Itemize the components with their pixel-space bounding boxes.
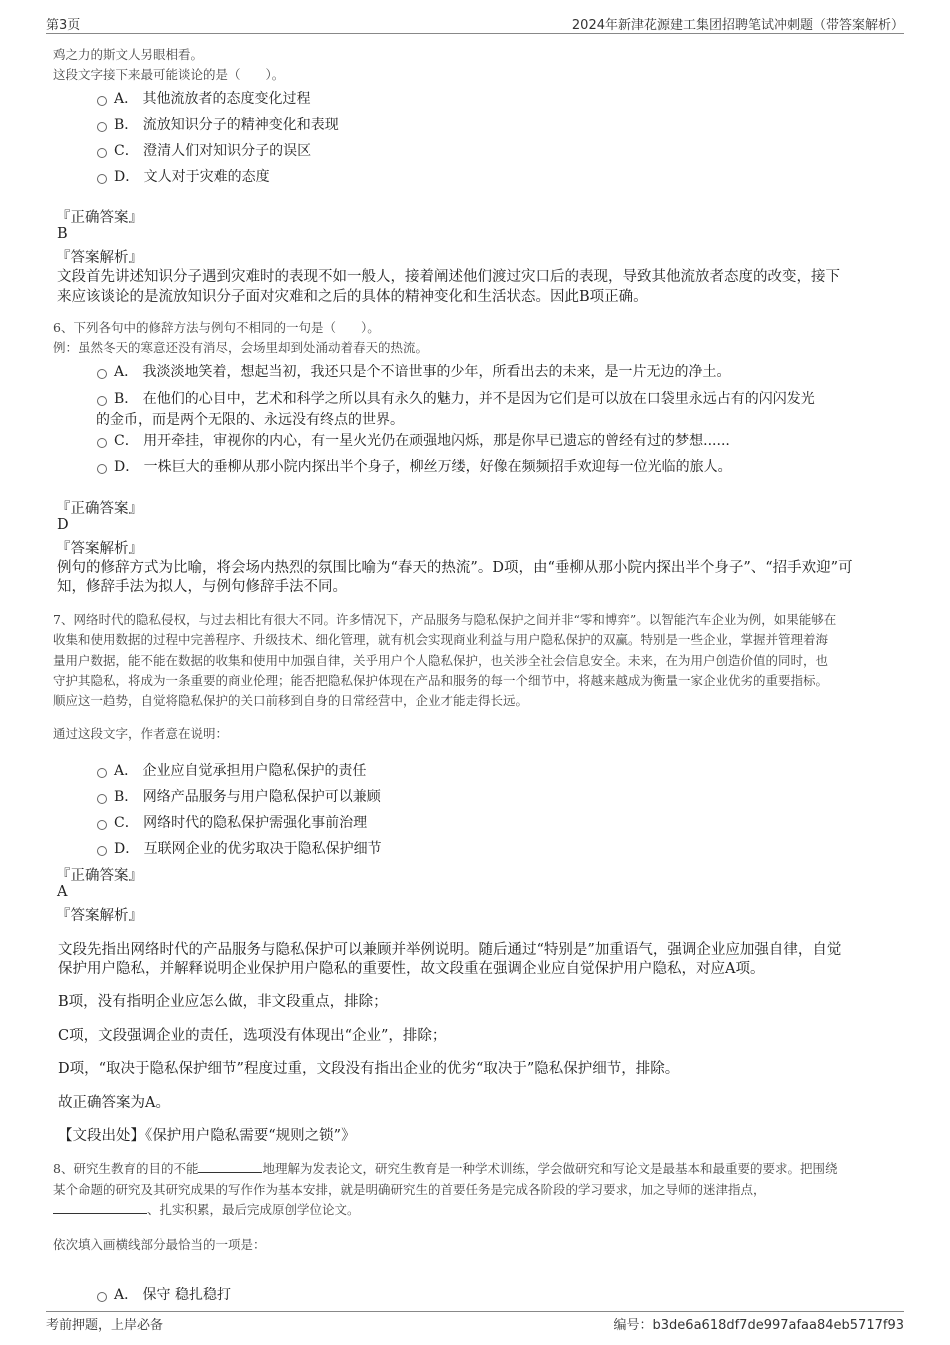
q6-analysis-line: 知，修辞手法为拟人，与例句修辞手法不同。: [57, 579, 347, 595]
q5-answer: B: [57, 226, 68, 242]
q8-passage-line: [53, 1159, 837, 1177]
q7-analysis-label: 『答案解析』: [56, 908, 143, 924]
q7-option-c-radio[interactable]: [97, 820, 107, 830]
q5-text-line: 鸡之力的斯文人另眼相看。: [53, 47, 204, 62]
q7-conclusion: 故正确答案为A。: [58, 1095, 170, 1111]
q7-option-d-radio[interactable]: [97, 846, 107, 856]
q6-analysis-line: 例句的修辞方式为比喻，将会场内热烈的氛围比喻为“春天的热流”。D项，由“垂柳从那小院内探出半个身子”、“招手欢迎”可: [57, 560, 853, 576]
q5-option-a[interactable]: A． 其他流放者的态度变化过程: [114, 91, 311, 107]
q6-analysis-label: 『答案解析』: [56, 541, 143, 557]
q5-analysis-line: 文段首先讲述知识分子遇到灾难时的表现不如一般人，接着阐述他们渡过灾口后的表现，导致其他流放者态度的改变，接下: [57, 269, 840, 285]
page-number: 第3页: [46, 18, 81, 33]
q5-option-a-radio[interactable]: [97, 96, 107, 106]
q7-option-b[interactable]: B． 网络产品服务与用户隐私保护可以兼顾: [114, 789, 381, 805]
q8-blank-1: [198, 1160, 262, 1173]
q5-analysis-line: 来应该谈论的是流放知识分子面对灾难和之后的具体的精神变化和生活状态。因此B项正确。: [57, 289, 648, 305]
q6-option-a-radio[interactable]: [97, 369, 107, 379]
document-id: 编号：b3de6a618df7de997afaa84eb5717f93: [613, 1318, 904, 1333]
q7-option-a[interactable]: A． 企业应自觉承担用户隐私保护的责任: [114, 763, 367, 779]
q7-answer: A: [57, 884, 68, 900]
q7-passage-line: 7、网络时代的隐私侵权，与过去相比有很大不同。许多情况下，产品服务与隐私保护之间并非“零和博弈”。以智能汽车企业为例，如果能够在: [53, 612, 837, 627]
q6-option-a[interactable]: A． 我淡淡地笑着，想起当初，我还只是个不谙世事的少年，所看出去的未来，是一片无边的净土。: [114, 364, 731, 380]
q6-option-b-radio[interactable]: [97, 396, 107, 406]
q6-option-c-radio[interactable]: [97, 438, 107, 448]
q7-passage-line: 收集和使用数据的过程中完善程序、升级技术、细化管理，就有机会实现商业利益与用户隐私保护的双赢。特别是一些企业，掌握并管理着海: [53, 632, 829, 647]
q8-passage-text: 8、研究生教育的目的不能: [53, 1161, 199, 1176]
q6-option-d-radio[interactable]: [97, 464, 107, 474]
footer-rule: [46, 1311, 904, 1312]
q7-option-c[interactable]: C． 网络时代的隐私保护需强化事前治理: [114, 815, 368, 831]
q7-analysis-line: 文段先指出网络时代的产品服务与隐私保护可以兼顾并举例说明。随后通过“特别是”加重语气，强调企业应加强自律，自觉: [58, 942, 842, 958]
document-title: 2024年新津花源建工集团招聘笔试冲刺题（带答案解析）: [571, 18, 904, 33]
q6-option-d[interactable]: D． 一株巨大的垂柳从那小院内探出半个身子，柳丝万缕，好像在频频招手欢迎每一位光临的旅人。: [114, 459, 732, 475]
q7-passage-line: 量用户数据，能不能在数据的收集和使用中加强自律，关乎用户个人隐私保护，也关涉全社会信息安全。未来，在为用户创造价值的同时，也: [53, 653, 829, 668]
q7-option-a-radio[interactable]: [97, 768, 107, 778]
footer-slogan: 考前押题，上岸必备: [46, 1318, 164, 1333]
q5-option-d[interactable]: D． 文人对于灾难的态度: [114, 169, 270, 185]
q8-passage-text: 地理解为发表论文，研究生教育是一种学术训练，学会做研究和写论文是最基本和最重要的要求。把围绕: [262, 1161, 838, 1176]
q5-option-c-radio[interactable]: [97, 148, 107, 158]
q5-option-b[interactable]: B． 流放知识分子的精神变化和表现: [114, 117, 339, 133]
q7-option-d[interactable]: D． 互联网企业的优劣取决于隐私保护细节: [114, 841, 382, 857]
q6-option-b[interactable]: B． 在他们的心目中，艺术和科学之所以具有永久的魅力，并不是因为它们是可以放在口袋里永远占有的闪闪发光: [114, 391, 815, 407]
q6-option-b-continuation: 的金币，而是两个无限的、永远没有终点的世界。: [96, 412, 404, 428]
q8-blank-2: [53, 1201, 147, 1214]
q7-analysis-c: C项，文段强调企业的责任，选项没有体现出“企业”，排除；: [58, 1028, 447, 1044]
q7-passage-line: 守护其隐私，将成为一条重要的商业伦理；能否把隐私保护体现在产品和服务的每一个细节中，将越来越成为衡量一家企业优劣的重要指标。: [53, 673, 829, 688]
q7-source: 【文段出处】《保护用户隐私需要“规则之锁”》: [58, 1128, 356, 1144]
q6-option-c[interactable]: C． 用开牵挂，审视你的内心，有一星火光仍在顽强地闪烁，那是你早已遗忘的曾经有过的梦想......: [114, 433, 730, 449]
q5-option-d-radio[interactable]: [97, 174, 107, 184]
q6-answer-label: 『正确答案』: [56, 501, 143, 517]
q7-analysis-b: B项，没有指明企业应怎么做，非文段重点，排除；: [58, 994, 388, 1010]
q7-option-b-radio[interactable]: [97, 794, 107, 804]
q7-analysis-d: D项，“取决于隐私保护细节”程度过重，文段没有指出企业的优劣“取决于”隐私保护细节，排除。: [58, 1061, 680, 1077]
q7-answer-label: 『正确答案』: [56, 868, 143, 884]
q5-answer-label: 『正确答案』: [56, 210, 143, 226]
q8-passage-line: 某个命题的研究及其研究成果的写作作为基本安排，就是明确研究生的首要任务是完成各阶段的学习要求，加之导师的迷津指点，: [53, 1182, 766, 1197]
q7-analysis-line: 保护用户隐私，并解释说明企业保护用户隐私的重要性，故文段重在强调企业应自觉保护用户隐私，对应A项。: [58, 961, 765, 977]
q6-example: 例：虽然冬天的寒意还没有消尽，会场里却到处涌动着春天的热流。: [53, 340, 429, 355]
q7-passage-line: 顺应这一趋势，自觉将隐私保护的关口前移到自身的日常经营中，企业才能走得长远。: [53, 693, 529, 708]
q8-passage-line: [53, 1200, 360, 1218]
q8-option-a-radio[interactable]: [97, 1292, 107, 1302]
q6-stem: 6、下列各句中的修辞方法与例句不相同的一句是（ ）。: [53, 320, 380, 335]
q8-question: 依次填入画横线部分最恰当的一项是：: [53, 1237, 266, 1252]
q6-answer: D: [57, 517, 69, 533]
q5-option-c[interactable]: C． 澄清人们对知识分子的误区: [114, 143, 312, 159]
q5-option-b-radio[interactable]: [97, 122, 107, 132]
q5-question: 这段文字接下来最可能谈论的是（ ）。: [53, 67, 285, 82]
q8-option-a[interactable]: A． 保守 稳扎稳打: [114, 1287, 232, 1303]
q8-passage-text: 、扎实积累，最后完成原创学位论文。: [147, 1202, 360, 1217]
q7-question: 通过这段文字，作者意在说明：: [53, 726, 229, 741]
q5-analysis-label: 『答案解析』: [56, 250, 143, 266]
header-rule: [46, 33, 904, 34]
